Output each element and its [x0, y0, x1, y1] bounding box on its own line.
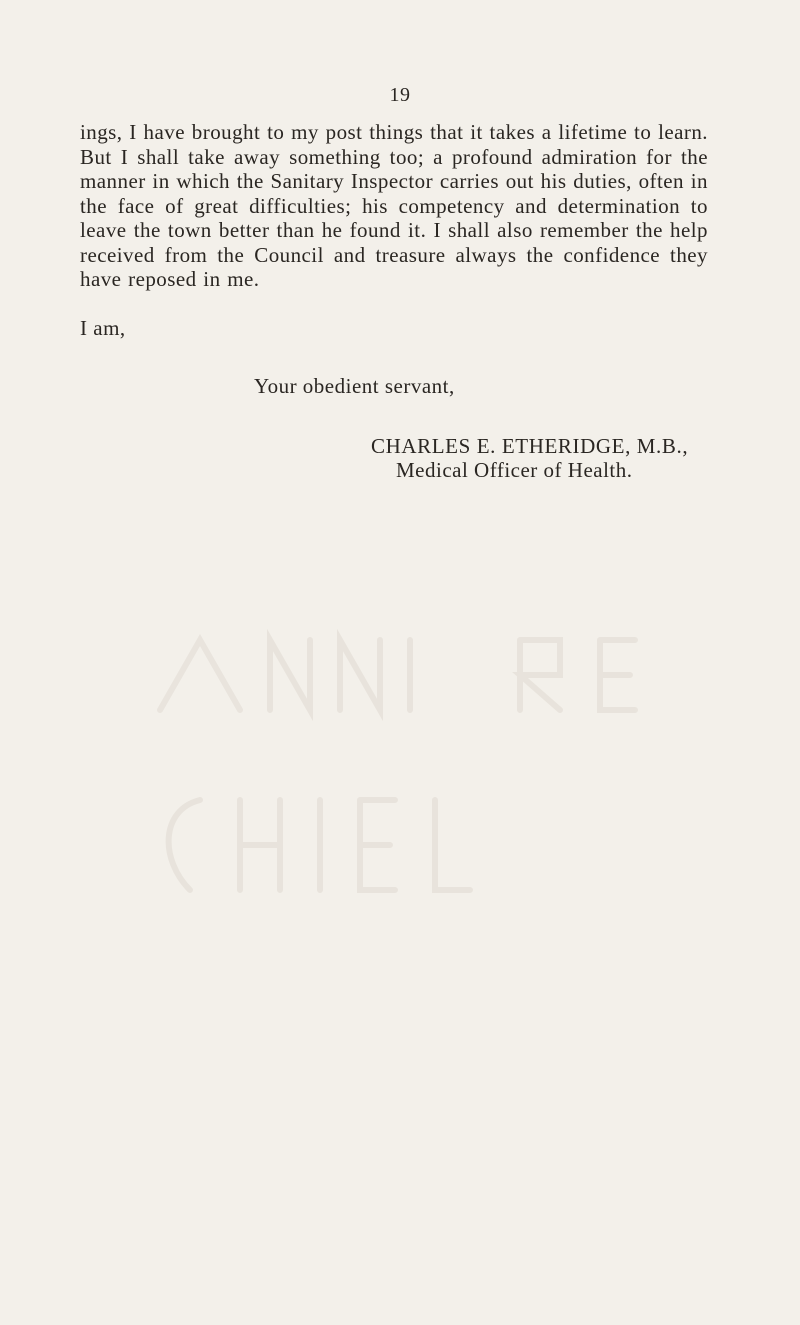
letter-closing: I am,	[80, 316, 126, 340]
reverse-page-show-through	[130, 560, 750, 980]
page-number: 19	[389, 84, 411, 106]
signatory-name: CHARLES E. ETHERIDGE, M.B.,	[371, 434, 689, 458]
signatory-title: Medical Officer of Health.	[396, 458, 633, 482]
letter-body: ings, I have brought to my post things that it takes a lifetime to learn. But I shall take away something too; a profound admiration for the manner in which the Sanitary Inspector carries out his duties, often in the face of great difficulties; his competency and determination to leave the town better than he found it. I shall also remember the help received from the Council and treasure always the confidence they have reposed in me.	[80, 120, 708, 291]
letter-valediction: Your obedient servant,	[254, 374, 455, 398]
